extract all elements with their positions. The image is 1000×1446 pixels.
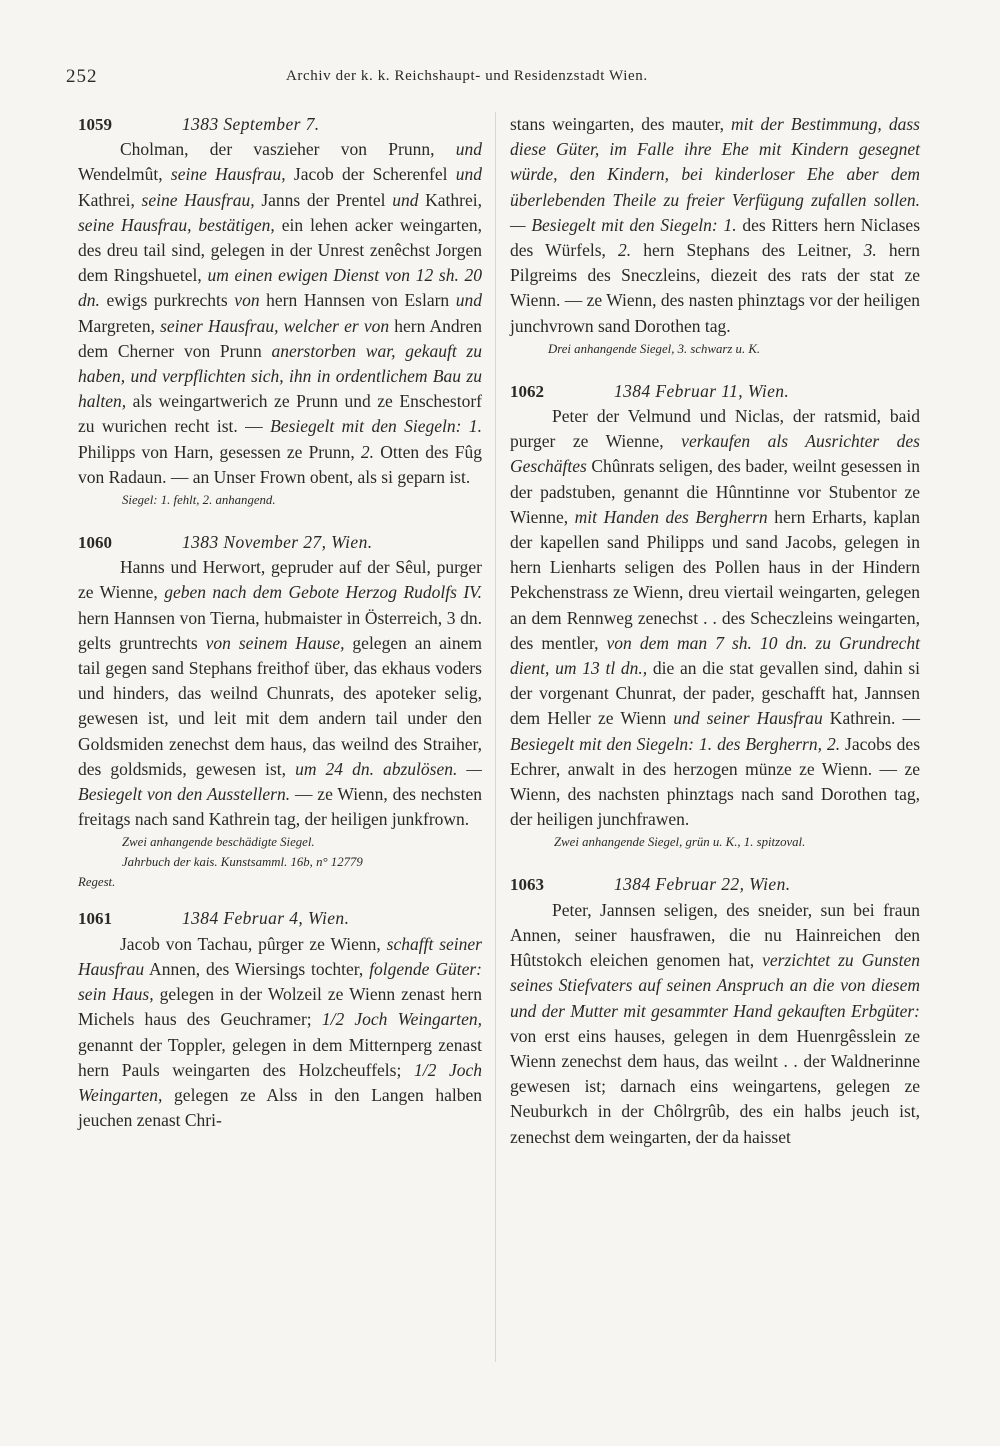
entry-number: 1059: [78, 115, 112, 134]
entry-heading: [78, 112, 482, 137]
entry-date: 1383 September 7.: [182, 114, 320, 134]
entry-number: 1060: [78, 533, 112, 553]
entry-1060: [78, 530, 482, 892]
entry-text: Peter, Jannsen seligen, des sneider, sun bei fraun Annen, seiner hausfrawen, die nu Hainreichen den Hûtstokch eleichen genomen hat, verzichtet zu Gunsten seines Stiefvaters auf seinen Anspruch an die von diesem und der Mutter mit gesammter Hand gekauften Erbgüter: von erst eins hauses, gelegen in dem Huenrgêsslein ze Wienn zenechst dem haus, das weilnt . . der Waldnerinne gewesen ist; darnach eins weingartens, gelegen ze Neuburkch in der Chôlrgrûb, des ein halbs jeuch ist, zenechst dem weingarten, der da haisset: [510, 899, 920, 1147]
entry-number: 1061: [78, 909, 112, 929]
column-divider: [495, 112, 496, 1362]
seal-note: Drei anhangende Siegel, 3. schwarz u. K.: [548, 341, 761, 356]
entry-heading: [78, 530, 482, 555]
entry-date: 1384 Februar 11, Wien.: [614, 380, 790, 401]
entry-1061-continued: [510, 112, 920, 359]
entry-1062: [510, 379, 920, 853]
entry-heading: [510, 379, 920, 404]
seal-note: Zwei anhangende beschädigte Siegel.: [122, 835, 315, 850]
page-header: [66, 66, 936, 90]
entry-1063: [510, 872, 920, 1149]
entry-text: Peter der Velmund und Niclas, der ratsmid, baid purger ze Wienne, verkaufen als Ausrichter des Geschäftes Chûnrats seligen, des bader, weilnt gesessen in der padstuben, genannt die Hûnntinne vor Stubentor ze Wienne, mit Handen des Bergherrn hern Erharts, kaplan der kapellen sand Philipps und sand Jacobs, gelegen in hern Lienharts seligen des Pollen haus in der Hindern Pekchenstrass ze Wienn, dreu viertail weingarten, gelegen an dem Rennweg zenechst . . des Scheczleins weingarten, des mentler, von dem man 7 sh. 10 dn. zu Grundrecht dient, um 13 tl dn., die an die stat gevallen sind, dahin si der vorgenant Chunrat, der pader, geschafft hat, Jannsen dem Heller ze Wienn und seiner Hausfrau Kathrein. — Besiegelt mit den Siegeln: 1. des Bergherrn, 2. Jacobs des Echrer, anwalt in des herzogen münze ze Wienn. — ze Wienn, des nachsten phinztags nach sand Dorothen tag, der heiligen junchfrawen.: [510, 406, 921, 830]
seal-note: Zwei anhangende Siegel, grün u. K., 1. spitzoval.: [554, 835, 806, 850]
right-column: [510, 112, 920, 1150]
entry-date: 1384 Februar 22, Wien.: [614, 874, 791, 895]
regest-note: Regest.: [78, 875, 116, 890]
entry-number: 1063: [510, 875, 544, 895]
entry-text: Hanns und Herwort, gepruder auf der Sêul, purger ze Wienne, geben nach dem Gebote Herzog Rudolfs IV. hern Hannsen von Tierna, hubmaister in Österreich, 3 dn. gelts gruntrechts von seinem Hause, gelegen an ainem tail gegen sand Stephans freithof über, das ekhaus voders und hinders, das weilnd Chunrats, des apoteker selig, gewesen ist, und leit mit dem andern tail under den Goldsmiden zenechst dem haus, das weilnd des Straiher, des goldsmids, gewesen ist, um 24 dn. abzulösen. — Besiegelt von den Ausstellern. — ze Wienn, des nechsten freitags nach sand Kathrein tag, der heiligen junkfrown.: [78, 557, 482, 830]
entry-number: 1062: [510, 381, 544, 401]
entry-1061: [78, 906, 482, 1133]
running-title: Archiv der k. k. Reichshaupt- und Residenzstadt Wien.: [286, 68, 648, 84]
reference-note: Jahrbuch der kais. Kunstsamml. 16b, n° 12779: [122, 855, 363, 870]
seal-note: Siegel: 1. fehlt, 2. anhangend.: [122, 493, 276, 508]
entry-text: Cholman, der vaszieher von Prunn, und Wendelmût, seine Hausfrau, Jacob der Scherenfel und Kathrei, seine Hausfrau, Janns der Prentel und Kathrei, seine Hausfrau, bestätigen, ein lehen acker weingarten, des dreu tail sind, gelegen in der Unrest zenêchst Jorgen dem Ringshuetel, um einen ewigen Dienst von 12 sh. 20 dn. ewigs purkrechts von hern Hannsen von Eslarn und Margreten, seiner Hausfrau, welcher er von hern Andren dem Cherner von Prunn anerstorben war, gekauft zu haben, und verpflichten sich, ihn in ordentlichem Bau zu halten, als weingartwerich ze Prunn und ze Enschestorf zu wurichen recht ist. — Besiegelt mit den Siegeln: 1. Philipps von Harn, gesessen ze Prunn, 2. Otten des Fûg von Radaun. — an Unser Frown obent, als si geparn ist.: [78, 139, 483, 487]
page-number: 252: [66, 66, 98, 87]
entry-date: 1384 Februar 4, Wien.: [182, 908, 350, 929]
entry-text: Jacob von Tachau, pûrger ze Wienn, schafft seiner Hausfrau Annen, des Wiersings tochter, folgende Güter: sein Haus, gelegen in der Wolzeil ze Wienn zenast hern Michels haus des Geuchramer; 1/2 Joch Weingarten, genannt der Toppler, gelegen in dem Mitternperg zenast hern Pauls weingarten des Holzcheuffels; 1/2 Joch Weingarten, gelegen ze Alss in den Langen halben jeuchen zenast Chri-: [78, 933, 483, 1131]
entry-heading: [510, 872, 920, 897]
entry-1059: [78, 112, 482, 510]
entry-heading: [78, 906, 482, 931]
entry-date: 1383 November 27, Wien.: [182, 532, 373, 553]
entry-text: stans weingarten, des mauter, mit der Bestimmung, dass diese Güter, im Falle ihre Ehe mit Kindern gesegnet würde, den Kindern, bei kinderloser Ehe aber dem überlebenden Theile zu freier Verfügung zufallen sollen. — Besiegelt mit den Siegeln: 1. des Ritters hern Niclases des Würfels, 2. hern Stephans des Leitner, 3. hern Pilgreims des Sneczleins, diezeit des rats der stat ze Wienn. — ze Wienn, des nasten phinztags vor der heiligen junchvrown sand Dorothen tag.: [510, 114, 920, 336]
left-column: [78, 112, 482, 1133]
